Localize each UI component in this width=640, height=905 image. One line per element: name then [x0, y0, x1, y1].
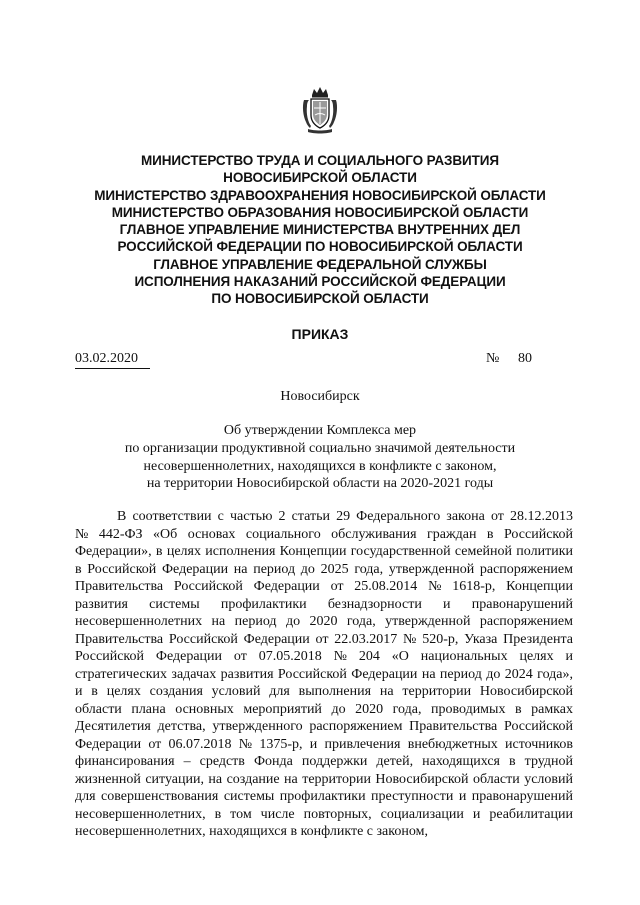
body-line: № 442-ФЗ «Об основах социального обслуживания граждан в Российской	[75, 526, 573, 542]
order-subject	[60, 422, 580, 493]
issuing-authorities	[60, 152, 580, 308]
order-number: 80	[518, 351, 532, 366]
body-line: Правительства Российской Федерации от 22.03.2017 № 520-р, Указа Президента	[75, 631, 573, 647]
order-body-paragraph	[75, 508, 573, 841]
body-line: Десятилетия детства, утвержденного распоряжением Правительства Российской	[75, 719, 573, 734]
body-line: несовершеннолетних, находящихся в конфликте с законом,	[75, 824, 428, 839]
body-line: для совершенствования системы профилактики преступности и правонарушений	[75, 789, 573, 804]
body-line: развития системы профилактики безнадзорности и правонарушений	[75, 596, 573, 612]
authority-line: МИНИСТЕРСТВО ЗДРАВООХРАНЕНИЯ НОВОСИБИРСКОЙ ОБЛАСТИ	[94, 187, 546, 203]
body-line: Российской Федерации от 07.05.2018 № 204 «О национальных целях и	[75, 649, 573, 664]
authority-line: ГЛАВНОЕ УПРАВЛЕНИЕ МИНИСТЕРСТВА ВНУТРЕННИХ ДЕЛ	[119, 222, 521, 238]
document-type-title: ПРИКАЗ	[291, 326, 349, 342]
body-line: жизненной ситуации, на создание на территории Новосибирской области условий	[75, 771, 573, 787]
issue-city: Новосибирск	[280, 389, 360, 404]
authority-line: ГЛАВНОЕ УПРАВЛЕНИЕ ФЕДЕРАЛЬНОЙ СЛУЖБЫ	[153, 256, 487, 272]
body-line: области плана основных мероприятий до 2020 года, проводимых в рамках	[75, 701, 573, 717]
subject-line: Об утверждении Комплекса мер	[223, 423, 417, 438]
subject-line: по организации продуктивной социально значимой деятельности	[124, 440, 516, 456]
body-line: в Российской Федерации на период до 2025 года, утвержденной распоряжением	[75, 561, 573, 577]
body-line: несовершеннолетних на период до 2020 года, утвержденной распоряжением	[75, 614, 573, 629]
subject-line: несовершеннолетних, находящихся в конфликте с законом,	[143, 458, 497, 474]
authority-line: ИСПОЛНЕНИЯ НАКАЗАНИЙ РОССИЙСКОЙ ФЕДЕРАЦИИ	[134, 274, 506, 290]
coat-of-arms-icon	[300, 86, 340, 134]
body-line: Федерации от 06.07.2018 № 1375-р, и привлечения внебюджетных источников	[75, 736, 573, 752]
body-line: несовершеннолетних, в том числе повторных, социализации и реабилитации	[75, 806, 573, 822]
order-date: 03.02.2020	[75, 351, 150, 369]
body-line: Правительства Российской Федерации от 25.08.2014 № 1618-р, Концепции	[75, 579, 573, 594]
subject-line: на территории Новосибирской области на 2020-2021 годы	[146, 476, 494, 492]
authority-line: НОВОСИБИРСКОЙ ОБЛАСТИ	[223, 170, 417, 186]
body-line: В соответствии с частью 2 статьи 29 Федерального закона от 28.12.2013	[117, 509, 573, 524]
authority-line: РОССИЙСКОЙ ФЕДЕРАЦИИ ПО НОВОСИБИРСКОЙ ОБЛАСТИ	[117, 239, 523, 255]
body-line: финансирования – средств Фонда поддержки детей, находящихся в трудной	[75, 754, 573, 769]
authority-line: МИНИСТЕРСТВО ТРУДА И СОЦИАЛЬНОГО РАЗВИТИЯ	[141, 153, 499, 168]
body-line: Федерации», в целях исполнения Концепции государственной семейной политики	[75, 544, 573, 559]
body-line: и в целях создания условий для выполнения на территории Новосибирской	[75, 684, 573, 699]
order-number-sign: №	[486, 351, 500, 366]
authority-line: МИНИСТЕРСТВО ОБРАЗОВАНИЯ НОВОСИБИРСКОЙ ОБЛАСТИ	[111, 204, 529, 220]
body-line: стратегических задачах развития Российской Федерации на период до 2024 года»,	[75, 666, 573, 682]
authority-line: ПО НОВОСИБИРСКОЙ ОБЛАСТИ	[211, 291, 429, 307]
